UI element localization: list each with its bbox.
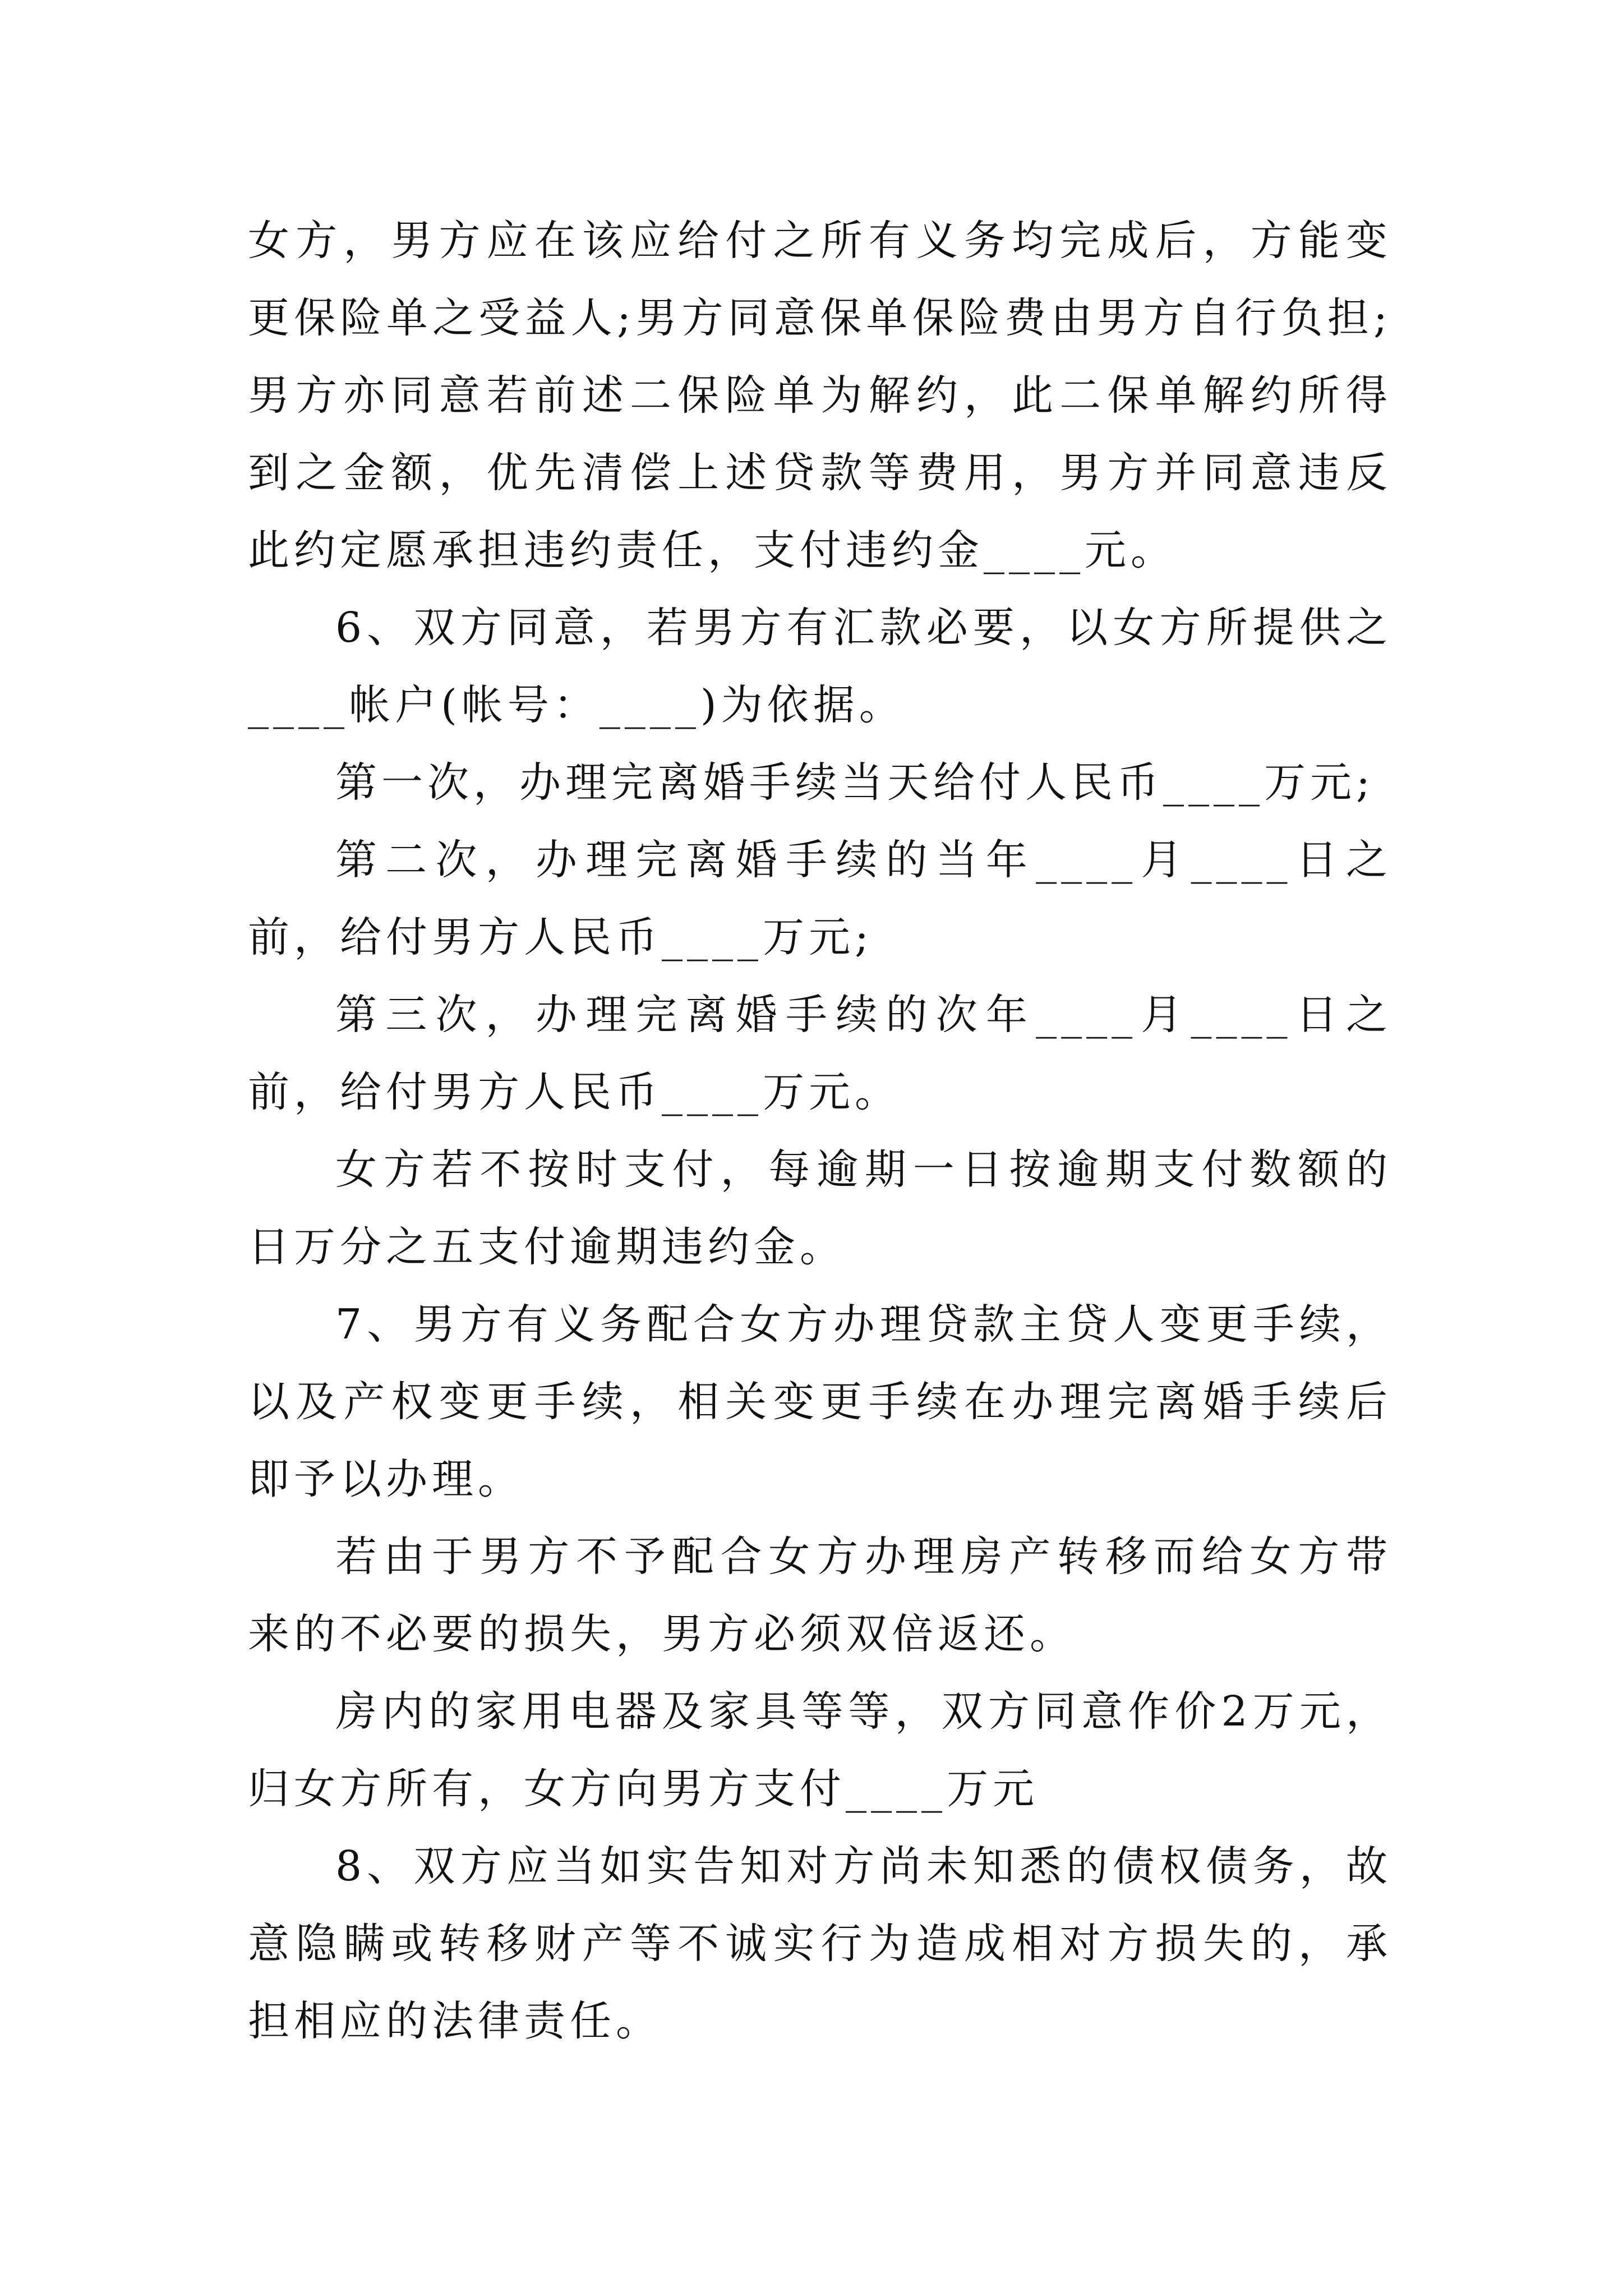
paragraph-clause-7-loan-transfer: 7、男方有义务配合女方办理贷款主贷人变更手续，以及产权变更手续，相关变更手续在办理完离婚手续后即予以办理。 [248, 1300, 1392, 1503]
paragraph-third-payment: 第三次，办理完离婚手续的次年____月____日之前，给付男方人民币____万元。 [248, 991, 1392, 1116]
paragraph-first-payment: 第一次，办理完离婚手续当天给付人民币____万元; [335, 758, 1375, 807]
paragraph-clause-6-remittance: 6、双方同意，若男方有汇款必要，以女方所提供之____帐户(帐号：____)为依据。 [248, 604, 1392, 729]
paragraph-transfer-damages: 若由于男方不予配合女方办理房产转移而给女方带来的不必要的损失，男方必须双倍返还。 [248, 1533, 1392, 1658]
document-body [248, 202, 1392, 2060]
paragraph-clause-8-debts: 8、双方应当如实告知对方尚未知悉的债权债务，故意隐瞒或转移财产等不诚实行为造成相对方损失的，承担相应的法律责任。 [248, 1842, 1392, 2045]
paragraph-late-penalty: 女方若不按时支付，每逾期一日按逾期支付数额的日万分之五支付逾期违约金。 [248, 1145, 1392, 1271]
paragraph-appliances-furniture: 房内的家用电器及家具等等，双方同意作价2万元，归女方所有，女方向男方支付____万元 [248, 1687, 1392, 1813]
paragraph-insurance-beneficiary: 女方，男方应在该应给付之所有义务均完成后，方能变更保险单之受益人;男方同意保单保险费由男方自行负担;男方亦同意若前述二保险单为解约，此二保单解约所得到之金额，优先清偿上述贷款等费用，男方并同意违反此约定愿承担违约责任，支付违约金____元。 [248, 217, 1392, 574]
paragraph-second-payment: 第二次，办理完离婚手续的当年____月____日之前，给付男方人民币____万元; [248, 836, 1392, 961]
